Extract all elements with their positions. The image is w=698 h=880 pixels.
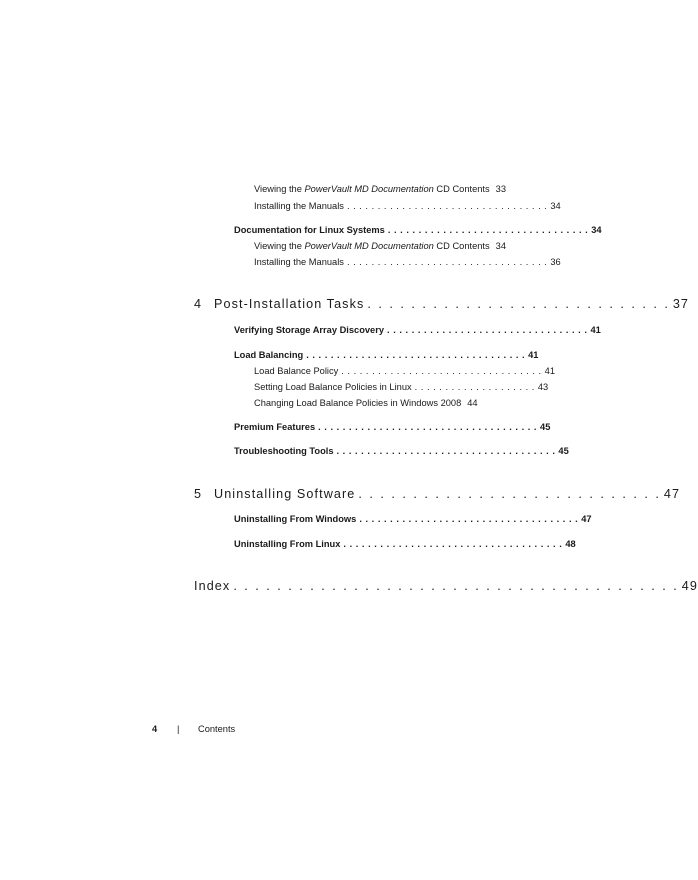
dot-leader: . . . . . . . . . . . . . . . . . . . . . . . . . . . . . . . . . . . .	[359, 514, 579, 524]
toc-page-number: 33	[495, 184, 506, 194]
dot-leader: . . . . . . . . . . . . . . . . . . . . . . . . . . . . . . . . . . . .	[306, 350, 526, 360]
toc-page-number: 41	[590, 325, 601, 335]
chapter-number: 4	[194, 297, 203, 311]
dot-leader: . . . . . . . . . . . . . . . . . . . . . . . . . . . . . . . . .	[346, 201, 548, 211]
toc-entry-title: Load Balancing	[234, 350, 304, 360]
dot-leader: . . . . . . . . . . . . . . . . . . . . . . . . . . . . . . . . . . . . . . . . .	[233, 579, 679, 593]
toc-entry-title: Uninstalling From Windows	[234, 514, 357, 524]
dot-leader: . . . . . . . . . . . . . . . . . . . . . . . . . . . . . . . . . . . .	[343, 539, 563, 549]
dot-leader: . . . . . . . . . . . . . . . . . . . . . . . . . . . . . . . . .	[346, 257, 548, 267]
toc-entry-title: Installing the Manuals	[254, 257, 344, 267]
toc-entry-installing-manuals[interactable]	[254, 201, 561, 211]
toc-entry-verifying-discovery[interactable]	[234, 325, 601, 335]
toc-page-number: 36	[550, 257, 561, 267]
toc-page-number: 44	[467, 398, 478, 408]
toc-entry-doc-linux[interactable]	[234, 225, 602, 235]
toc-page-number: 49	[681, 579, 698, 593]
toc-page-number: 34	[495, 241, 506, 251]
toc-entry-viewing-md-docs-linux-windows[interactable]	[254, 184, 506, 194]
toc-page-number: 47	[663, 487, 681, 501]
toc-page-number: 43	[537, 382, 549, 392]
toc-entry-uninstall-linux[interactable]	[234, 539, 576, 549]
dot-leader: . . . . . . . . . . . . . . . . . . . . . . . . . . . . . . . . .	[341, 366, 542, 376]
toc-entry-title: Setting Load Balance Policies in Linux	[254, 382, 412, 392]
toc-entry-load-balance-policy[interactable]	[254, 366, 555, 376]
toc-chapter-4[interactable]	[194, 297, 690, 311]
toc-page-number: 45	[558, 446, 569, 456]
toc-page-number: 48	[565, 539, 576, 549]
dot-leader: . . . . . . . . . . . . . . . . . . . . . . . . . . . . . . . . . . . .	[318, 422, 538, 432]
dot-leader: . . . . . . . . . . . . . . . . . . . . . . . . . . . . . . . . .	[387, 325, 588, 335]
toc-page-number: 47	[581, 514, 592, 524]
toc-entry-title: Verifying Storage Array Discovery	[234, 325, 385, 335]
dot-leader: . . . . . . . . . . . . . . . . . . . . . . . . . . . .	[367, 297, 670, 311]
toc-page-number: 41	[544, 366, 555, 376]
toc-chapter-title: 5 Uninstalling Software	[194, 487, 356, 501]
toc-entry-title: Installing the Manuals	[254, 201, 344, 211]
footer-page-number: 4	[152, 724, 158, 734]
toc-entry-title: Changing Load Balance Policies in Windows 2008	[254, 398, 462, 408]
toc-page-number: 45	[540, 422, 551, 432]
dot-leader: . . . . . . . . . . . . . . . . . . . . . . . . . . . . . . . . . . . .	[336, 446, 556, 456]
toc-entry-title: Premium Features	[234, 422, 316, 432]
toc-index-title: Index	[194, 579, 231, 593]
toc-entry-title: Documentation for Linux Systems	[234, 225, 385, 235]
chapter-number: 5	[194, 487, 203, 501]
toc-page-number: 41	[528, 350, 539, 360]
toc-page-number: 37	[672, 297, 690, 311]
toc-entry-title: Uninstalling From Linux	[234, 539, 341, 549]
toc-entry-title: Viewing the PowerVault MD Documentation CD Contents	[254, 241, 490, 251]
footer-section-label: Contents	[198, 724, 236, 734]
toc-entry-troubleshooting[interactable]	[234, 446, 569, 456]
toc-index[interactable]	[194, 579, 698, 593]
toc-entry-load-balancing[interactable]	[234, 350, 539, 360]
toc-entry-changing-lb-windows[interactable]	[254, 398, 478, 408]
toc-page-number: 34	[591, 225, 602, 235]
toc-entry-viewing-md-docs-linux[interactable]	[254, 241, 506, 251]
dot-leader: . . . . . . . . . . . . . . . . . . . .	[414, 382, 535, 392]
toc-chapter-title: 4 Post-Installation Tasks	[194, 297, 365, 311]
toc-entry-title: Viewing the PowerVault MD Documentation CD Contents	[254, 184, 490, 194]
footer-separator: |	[177, 724, 180, 734]
toc-page-number: 34	[550, 201, 561, 211]
toc-entry-setting-lb-linux[interactable]	[254, 382, 549, 392]
toc-entry-uninstall-windows[interactable]	[234, 514, 592, 524]
toc-chapter-5[interactable]	[194, 487, 681, 501]
toc-entry-title: Troubleshooting Tools	[234, 446, 334, 456]
dot-leader: . . . . . . . . . . . . . . . . . . . . . . . . . . . . . . . . .	[387, 225, 589, 235]
toc-entry-title: Load Balance Policy	[254, 366, 339, 376]
toc-entry-installing-manuals-linux[interactable]	[254, 257, 561, 267]
toc-entry-premium-features[interactable]	[234, 422, 551, 432]
dot-leader: . . . . . . . . . . . . . . . . . . . . . . . . . . . .	[358, 487, 661, 501]
